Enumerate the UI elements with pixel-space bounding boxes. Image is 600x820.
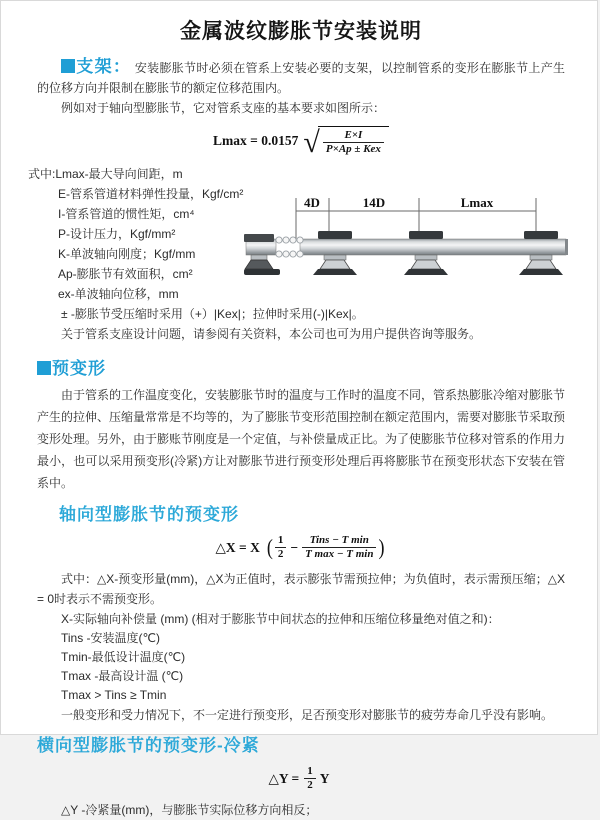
definition-line: P-设计压力，Kgf/mm² — [58, 227, 176, 241]
pipe-end-cap — [565, 239, 568, 255]
lmax-formula — [37, 126, 565, 159]
definition-line: Ap-膨胀节有效面积，cm² — [58, 267, 193, 281]
temperature-line: Tmin-最低设计温度(℃) — [61, 650, 186, 664]
lmax-fraction-denominator: P×Ap ± Kex — [323, 142, 384, 156]
predeform-heading-label: 预变形 — [52, 359, 106, 378]
support-intro-text: 安装膨胀节时必须在管系上安装必要的支架，以控制管系的变形在膨胀节上产生的位移方向并限制在膨胀节的额定位移范围内。 — [37, 61, 565, 95]
page-title: 金属波纹膨胀节安装说明 — [180, 20, 422, 43]
pipe-support-diagram — [244, 193, 598, 299]
section-bullet-icon — [37, 361, 51, 375]
close-paren: ) — [378, 534, 385, 560]
plus-minus-line: ± -膨胀节受压缩时采用（+）|Kex|；拉伸时采用(-)|Kex|。 — [61, 307, 364, 321]
support-intro-paragraph — [37, 57, 565, 98]
temperature-lines — [37, 629, 565, 705]
temperature-line: Tmax > Tins ≥ Tmin — [61, 688, 167, 702]
axial-note-line: 一般变形和受力情况下，不一定进行预变形，足否预变形对膨胀节的疲劳寿命几乎没有影响。 — [61, 708, 554, 722]
dimension-label-4d: 4D — [304, 195, 320, 210]
minus-sign: − — [290, 539, 299, 555]
lmax-fraction-numerator: E×I — [344, 129, 363, 141]
lateral-note-line: △Y -冷紧量(mm)，与膨胀节实际位移方向相反； — [61, 803, 318, 817]
section-bullet-icon — [61, 59, 75, 73]
axial-formula-lhs: △X = X — [215, 539, 260, 555]
consult-line: 关于管系支座设计问题，请参阅有关资料，本公司也可为用户提供咨询等服务。 — [61, 327, 482, 341]
definitions-head-line: 式中:Lmax-最大导向间距，m — [28, 167, 183, 181]
support-example-line: 例如对于轴向型膨胀节，它对管系支座的基本要求如图所示： — [61, 101, 386, 115]
definition-line: K-单波轴向刚度；Kgf/mm — [58, 247, 196, 261]
axial-subsection-heading: 轴向型膨胀节的预变形 — [59, 505, 239, 524]
dimension-label-lmax: Lmax — [460, 195, 494, 210]
document-content — [1, 1, 597, 820]
lateral-formula-lhs: △Y = — [268, 770, 300, 786]
temperature-fraction — [302, 534, 376, 561]
definition-line: ex-单波轴向位移，mm — [58, 287, 179, 301]
definition-line: E-管系管道材料弹性投量，Kgf/cm² — [58, 187, 244, 201]
dimension-label-14d: 14D — [362, 195, 386, 210]
lmax-formula-lhs: Lmax = 0.0157 — [213, 133, 299, 148]
lateral-subsection-heading: 横向型膨胀节的预变形-冷紧 — [37, 736, 260, 755]
pipe-body — [300, 239, 566, 255]
half-fraction — [275, 534, 287, 561]
sqrt-radical — [303, 126, 389, 159]
radical-sign-icon: √ — [303, 126, 320, 159]
support-section-heading: 支架： — [76, 57, 132, 76]
lateral-half-fraction — [304, 765, 316, 792]
axial-explain-paragraph: 式中：△X-预变形量(mm)，△X为正值时，表示膨张节需预拉伸；为负值时，表示需预压缩；△X = 0时表示不需预变形。 — [37, 572, 565, 606]
lmax-fraction — [323, 129, 384, 156]
temperature-line: Tmax -最高设计温 (℃) — [61, 669, 184, 683]
temperature-numerator: Tins − T min — [309, 534, 369, 546]
predeform-section-heading — [37, 358, 565, 380]
open-paren: ( — [266, 534, 273, 560]
axial-compensation-line: X-实际轴向补偿量 (mm) (相对于膨胀节中间状态的拉伸和压缩位移量绝对值之和)： — [61, 612, 500, 626]
radicand — [318, 126, 389, 156]
predeform-paragraph: 由于管系的工作温度变化，安装膨胀节时的温度与工作时的温度不同，管系热膨胀冷缩对膨胀节产生的拉伸、压缩量常常是不均等的，为了膨胀节变形范围控制在额定范围内，需要对膨胀节采取预变形处理。另外，由于膨账节刚度是一个定值，与补偿量成正比。为了使膨胀节位移对管系的作用力最小，也可以采用预变形(冷紧)方让对膨胀节进行预变形处理后再将膨胀节在预变形状态下安装在管系中。 — [37, 388, 566, 490]
definition-line: I-管系管道的惯性矩，cm⁴ — [58, 207, 195, 221]
lateral-half-numerator: 1 — [307, 765, 313, 777]
dimension-labels — [304, 195, 494, 210]
half-denominator: 2 — [275, 547, 287, 561]
lateral-formula — [37, 765, 565, 792]
axial-formula — [37, 534, 565, 561]
half-numerator: 1 — [277, 534, 284, 546]
bellows-icon — [276, 237, 303, 257]
lateral-formula-rhs: Y — [319, 770, 330, 786]
temperature-denominator: T max − T min — [302, 547, 376, 561]
lateral-half-denominator: 2 — [304, 778, 316, 792]
temperature-line: Tins -安装温度(℃) — [61, 631, 161, 645]
